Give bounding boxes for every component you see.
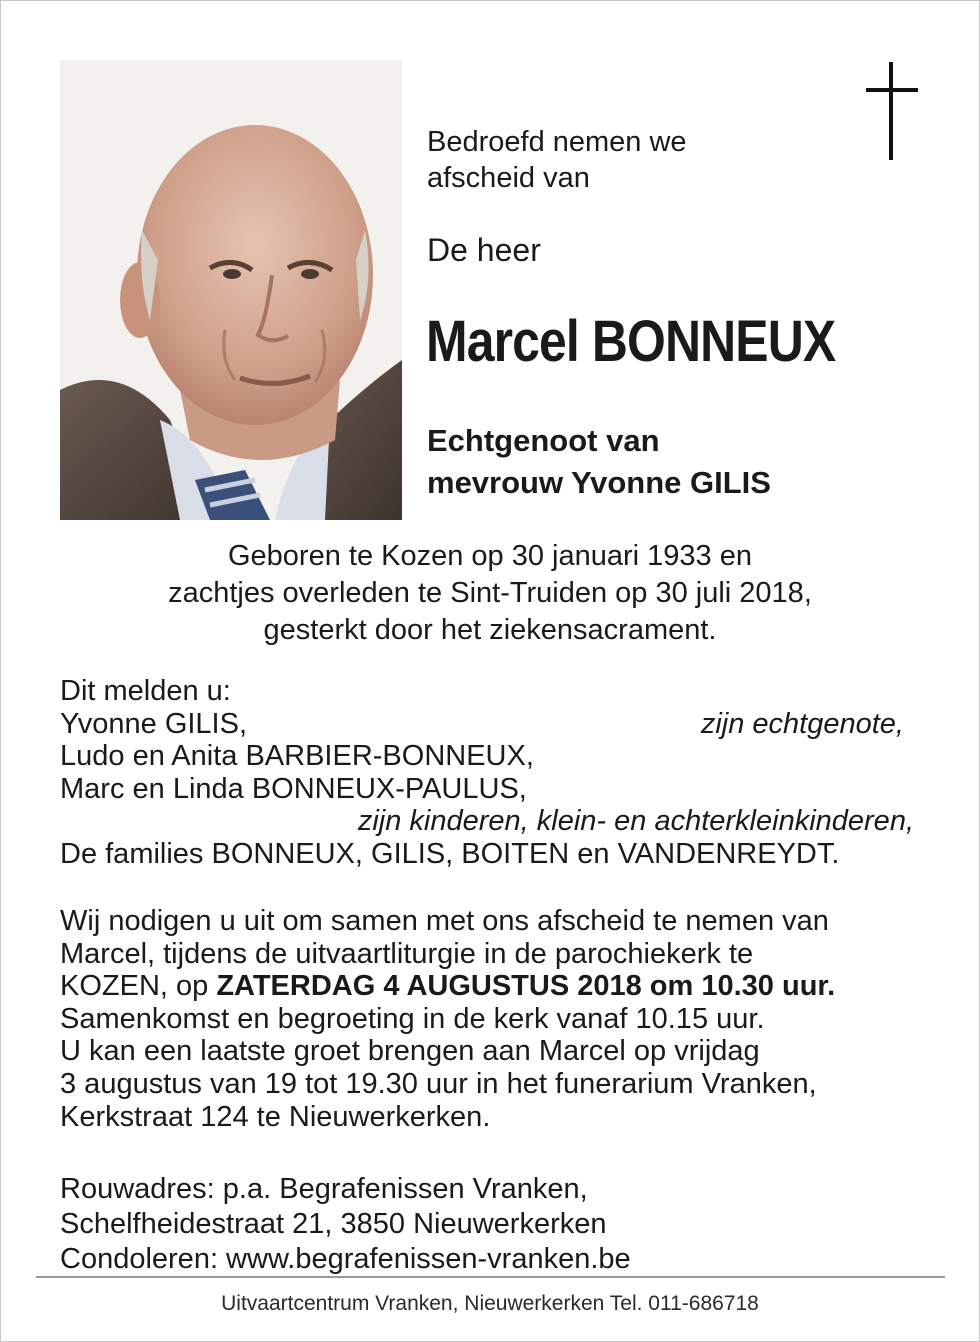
announcement-heading: Dit melden u: xyxy=(60,675,231,707)
announcement-families: De families BONNEUX, GILIS, BOITEN en VANDENREYDT. xyxy=(60,837,840,870)
contact-condolences: Condoleren: www.begrafenissen-vranken.be xyxy=(60,1243,631,1275)
portrait-photo xyxy=(60,60,402,520)
announcement-child-2: Marc en Linda BONNEUX-PAULUS, xyxy=(60,772,527,805)
announcement-child-1: Ludo en Anita BARBIER-BONNEUX, xyxy=(60,740,534,773)
contact-address-line-1: Rouwadres: p.a. Begrafenissen Vranken, xyxy=(60,1173,588,1205)
footer-text: Uitvaartcentrum Vranken, Nieuwerkerken Tel. 011-686718 xyxy=(221,1292,759,1315)
funeral-line-4: Samenkomst en begroeting in de kerk vanaf 10.15 uur. xyxy=(60,1002,765,1035)
announcement-spouse-row xyxy=(60,708,930,741)
spouse-line-2: mevrouw Yvonne GILIS xyxy=(427,465,771,500)
footer-divider xyxy=(36,1276,945,1278)
contact-info xyxy=(60,1172,940,1277)
latin-cross-icon xyxy=(862,62,922,160)
contact-address-line-2: Schelfheidestraat 21, 3850 Nieuwerkerken xyxy=(60,1208,607,1240)
announcement-block xyxy=(60,675,930,871)
funeral-line-7: Kerkstraat 124 te Nieuwerkerken. xyxy=(60,1100,491,1133)
funeral-info xyxy=(60,905,940,1133)
deceased-name: Marcel BONNEUX xyxy=(426,309,836,374)
birth-line-2: zachtjes overleden te Sint-Truiden op 30 juli 2018, xyxy=(168,577,812,609)
birth-line-3: gesterkt door het ziekensacrament. xyxy=(263,614,717,646)
announcement-children-role: zijn kinderen, klein- en achterkleinkinderen, xyxy=(357,805,914,838)
funeral-line-2: Marcel, tijdens de uitvaartliturgie in de parochiekerk te xyxy=(60,937,754,970)
announcement-spouse-role: zijn echtgenote, xyxy=(700,707,904,740)
intro-text xyxy=(427,124,847,196)
intro-line-1: Bedroefd nemen we xyxy=(427,126,687,158)
funeral-line-3 xyxy=(60,970,940,1003)
spouse-line-1: Echtgenoot van xyxy=(427,423,660,458)
intro-line-2: afscheid van xyxy=(427,162,590,194)
birth-line-1: Geboren te Kozen op 30 januari 1933 en xyxy=(227,540,752,572)
portrait-illustration xyxy=(60,60,402,520)
announcement-spouse-name: Yvonne GILIS, xyxy=(60,707,248,740)
announcement-children-row xyxy=(60,805,930,838)
spouse-info xyxy=(427,420,927,504)
funeral-line-5: U kan een laatste groet brengen aan Marcel op vrijdag xyxy=(60,1035,760,1068)
funeral-line-3-prefix: KOZEN, op xyxy=(60,970,217,1003)
birth-death-info xyxy=(0,538,980,649)
title-prefix: De heer xyxy=(427,232,541,268)
funeral-line-1: Wij nodigen u uit om samen met ons afscheid te nemen van xyxy=(60,905,829,937)
funeral-line-6: 3 augustus van 19 tot 19.30 uur in het funerarium Vranken, xyxy=(60,1067,817,1100)
funeral-date-time: ZATERDAG 4 AUGUSTUS 2018 om 10.30 uur. xyxy=(216,970,836,1003)
